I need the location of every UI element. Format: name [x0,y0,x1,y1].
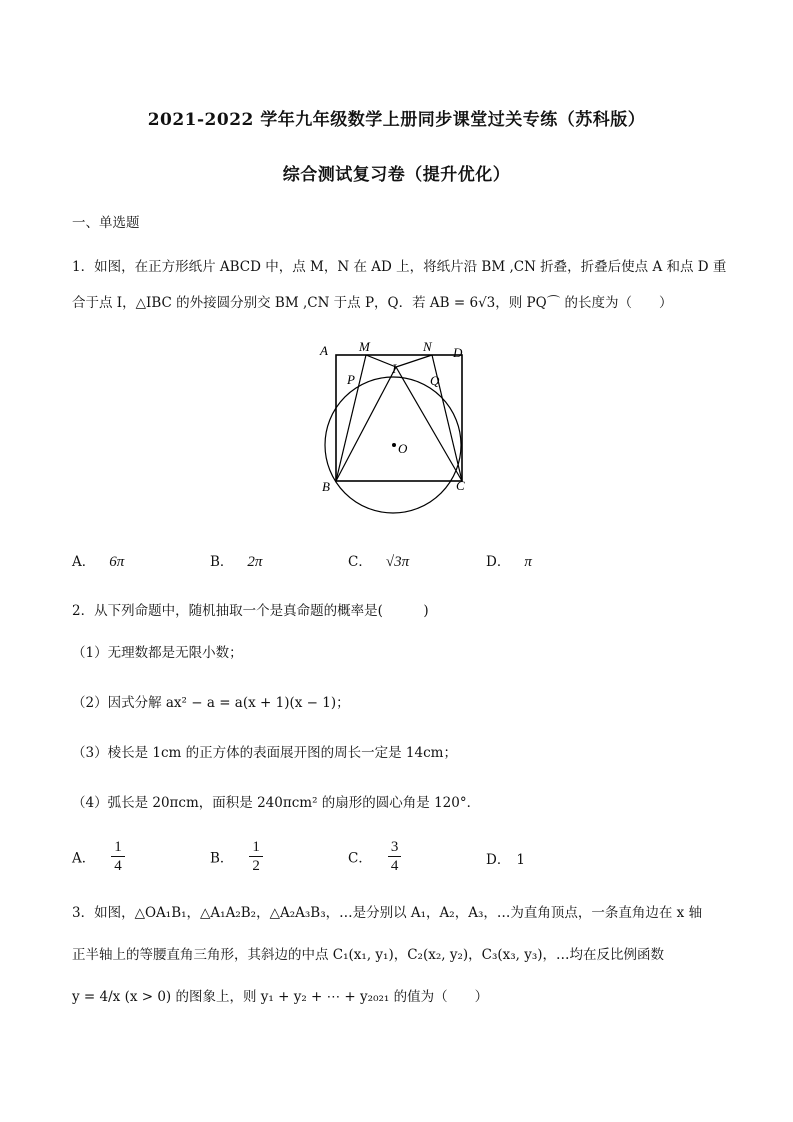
q1-figure [310,335,490,535]
q2-item-3: （3）棱长是 1cm 的正方体的表面展开图的周长一定是 14cm； [72,745,457,761]
q2-stem: 2．从下列命题中，随机抽取一个是真命题的概率是( ) [72,603,429,619]
q3-line3: y = 4/x (x > 0) 的图象上，则 y₁ + y₂ + ⋯ + y₂₀₂₁ 的值为（ ） [72,989,489,1005]
q3-line2: 正半轴上的等腰直角三角形，其斜边的中点 C₁(x₁, y₁)，C₂(x₂, y₂)，C₃(x₃, y₃)，…均在反比例函数 [72,947,665,963]
q2-item-2: （2）因式分解 ax² − a = a(x + 1)(x − 1)； [72,695,350,711]
label-m: M [359,339,370,354]
q2-option-d: D． 1 [486,852,525,868]
q1-option-a: A． 6π [72,554,125,570]
q2-option-b: B． $\frac{1}{2}$ [210,838,263,875]
title: 2021-2022 学年九年级数学上册同步课堂过关专练（苏科版） [147,110,646,130]
q2-item-1: （1）无理数都是无限小数； [72,645,243,661]
label-n: N [423,339,432,354]
label-b: B [322,479,330,494]
subtitle: 综合测试复习卷（提升优化） [282,165,511,185]
q2-option-a: A． $\frac{1}{4}$ [72,838,125,875]
label-d: D [453,345,463,360]
q1-option-d: D． π [486,554,532,570]
label-i: I [392,361,397,376]
label-p: P [347,372,355,387]
q2-item-4: （4）弧长是 20πcm，面积是 240πcm² 的扇形的圆心角是 120°． [72,795,481,811]
section-label: 一、单选题 [72,215,140,231]
q1-option-c: C． √3π [348,554,410,570]
q2-option-c: C． $\frac{3}{4}$ [348,838,401,875]
q1-line2: 合于点 I，△IBC 的外接圆分别交 BM ,CN 于点 P，Q．若 AB = 6√3，则 PQ⌒ 的长度为（ ） [72,295,673,311]
label-a: A [320,343,328,358]
label-c: C [456,478,465,493]
q3-line1: 3．如图，△OA₁B₁，△A₁A₂B₂，△A₂A₃B₃，…是分别以 A₁，A₂，A₃，…为直角顶点，一条直角边在 x 轴 [72,905,703,921]
label-o: O [398,441,408,456]
q1-line1: 1．如图，在正方形纸片 ABCD 中，点 M，N 在 AD 上，将纸片沿 BM ,CN 折叠，折叠后使点 A 和点 D 重 [72,259,727,275]
q1-option-b: B． 2π [210,554,263,570]
label-q: Q [430,373,440,388]
